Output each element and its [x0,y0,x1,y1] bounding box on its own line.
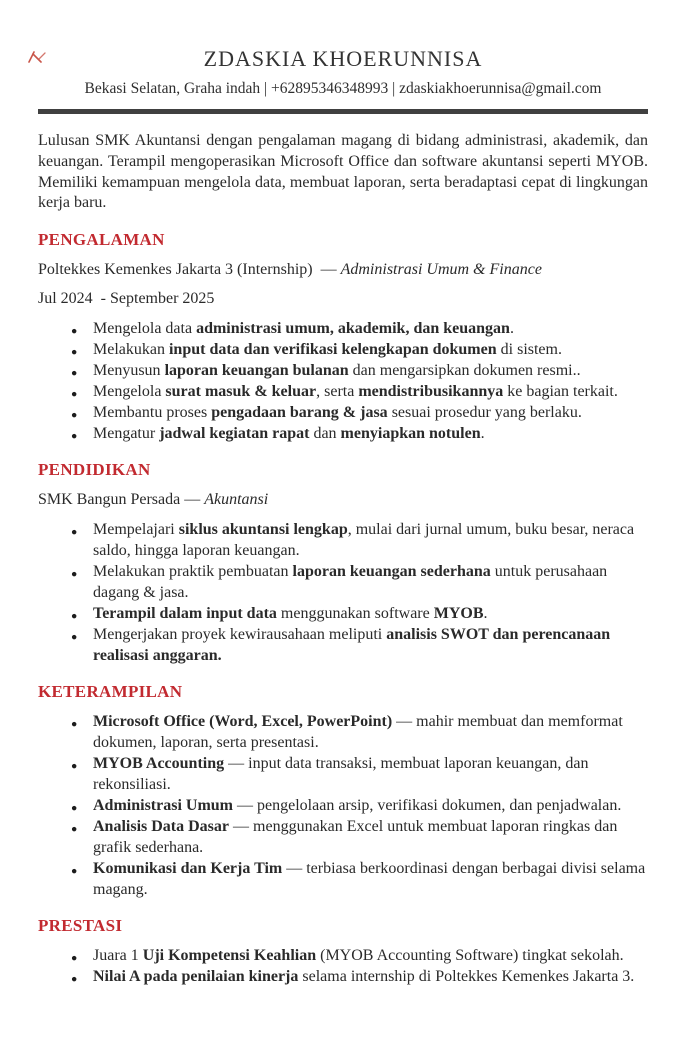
text-run: Menyusun [93,362,165,380]
bullet-item [38,360,648,381]
text-run: pengadaan barang & jasa [211,404,388,422]
text-run: Melakukan [93,341,169,359]
text-run: laporan keuangan sederhana [292,563,491,581]
text-run: Administrasi Umum & Finance [340,261,542,279]
text-run: — menggunakan Excel untuk membuat laporan ringkas dan grafik sederhana. [93,818,622,857]
text-run: MYOB [433,605,484,623]
section-title-experience: PENGALAMAN [38,230,165,250]
bullet-item [38,402,648,423]
text-run: — input data transaksi, membuat laporan keuangan, dan rekonsiliasi. [93,755,593,794]
bullet-item [38,423,648,444]
bullet-item [38,795,648,816]
text-run: analisis SWOT dan perencanaan realisasi anggaran. [93,626,615,665]
bullet-item [38,966,648,987]
text-run: Mengerjakan proyek kewirausahaan meliputi [93,626,387,644]
header-divider [38,109,648,114]
bullet-item [38,561,648,603]
section-title-education: PENDIDIKAN [38,460,151,480]
text-run: Juara 1 [93,947,143,965]
candidate-name: ZDASKIA KHOERUNNISA [203,46,483,71]
text-run: di sistem. [496,341,562,359]
text-run: sesuai prosedur yang berlaku. [387,404,582,422]
bullet-item [38,753,648,795]
text-run: Komunikasi dan Kerja Tim [93,860,283,878]
text-run: selama internship di Poltekkes Kemenkes Jakarta 3. [298,968,635,986]
text-run: , serta [316,383,359,401]
experience-dates: Jul 2024 - September 2025 [38,290,215,308]
text-run: Administrasi Umum [93,797,234,815]
bullet-item [38,519,648,561]
bullet-item [38,381,648,402]
text-run: Poltekkes Kemenkes Jakarta 3 (Internship) — [38,261,341,279]
text-run: menggunakan software [276,605,434,623]
text-run: input data dan verifikasi kelengkapan dokumen [168,341,497,359]
corner-scribble-mark [26,50,48,65]
text-run: administrasi umum, akademik, dan keuangan [196,320,510,338]
text-run: Mengatur [93,425,160,443]
bullet-item [38,711,648,753]
text-run: Uji Kompetensi Keahlian [142,947,317,965]
contact-line: Bekasi Selatan, Graha indah | +62895346348993 | zdaskiakhoerunnisa@gmail.com [84,80,602,97]
text-run: Mengelola [93,383,166,401]
summary-paragraph: Lulusan SMK Akuntansi dengan pengalaman magang di bidang administrasi, akademik, dan keuangan. Terampil mengoperasikan Microsoft Office dan software akuntansi seperti MYOB. Memiliki kemampuan mengelola data, membuat laporan, serta beradaptasi cepat di lingkungan kerja baru. [38,132,648,212]
text-run: (MYOB Accounting Software) tingkat sekolah. [316,947,624,965]
text-run: untuk perusahaan dagang & jasa. [93,563,612,602]
text-run: . [480,425,485,443]
bullet-item [38,945,648,966]
text-run: siklus akuntansi lengkap [178,521,348,539]
text-run: — terbiasa berkoordinasi dengan berbagai divisi selama magang. [93,860,650,899]
text-run: . [509,320,514,338]
section-title-skills: KETERAMPILAN [38,682,183,702]
text-run: mendistribusikannya [358,383,504,401]
text-run: . [483,605,488,623]
bullet-item [38,318,648,339]
text-run: Akuntansi [204,491,269,509]
text-run: Mempelajari [93,521,179,539]
bullet-item [38,339,648,360]
text-run: dan [309,425,341,443]
text-run: , mulai dari jurnal umum, buku besar, neraca saldo, hingga laporan keuangan. [93,521,639,560]
text-run: Terampil dalam input data [93,605,277,623]
text-run: MYOB Accounting [93,755,225,773]
bullet-item [38,624,648,666]
bullet-item [38,603,648,624]
bullet-item [38,816,648,858]
education-bullet-list [38,519,648,666]
skills-bullet-list [38,711,648,900]
bullet-item [38,858,648,900]
text-run: Mengelola data [93,320,197,338]
text-run: Melakukan praktik pembuatan [93,563,293,581]
text-run: — pengelolaan arsip, verifikasi dokumen, dan penjadwalan. [233,797,622,815]
text-run: ke bagian terkait. [503,383,618,401]
section-title-achievements: PRESTASI [38,916,123,936]
text-run: Nilai A pada penilaian kinerja [93,968,299,986]
text-run: surat masuk & keluar [165,383,317,401]
text-run: menyiapkan notulen [340,425,481,443]
achievements-bullet-list [38,945,648,987]
experience-bullet-list [38,318,648,444]
text-run: Membantu proses [93,404,212,422]
text-run: Analisis Data Dasar [93,818,230,836]
experience-org-role [38,259,648,280]
text-run: jadwal kegiatan rapat [159,425,310,443]
resume-document [0,46,682,987]
text-run: dan mengarsipkan dokumen resmi.. [348,362,581,380]
education-school-major [38,489,648,510]
text-run: Microsoft Office (Word, Excel, PowerPoint) [93,713,393,731]
text-run: laporan keuangan bulanan [164,362,349,380]
text-run: — mahir membuat dan memformat dokumen, laporan, serta presentasi. [93,713,627,752]
text-run: SMK Bangun Persada — [38,491,205,509]
